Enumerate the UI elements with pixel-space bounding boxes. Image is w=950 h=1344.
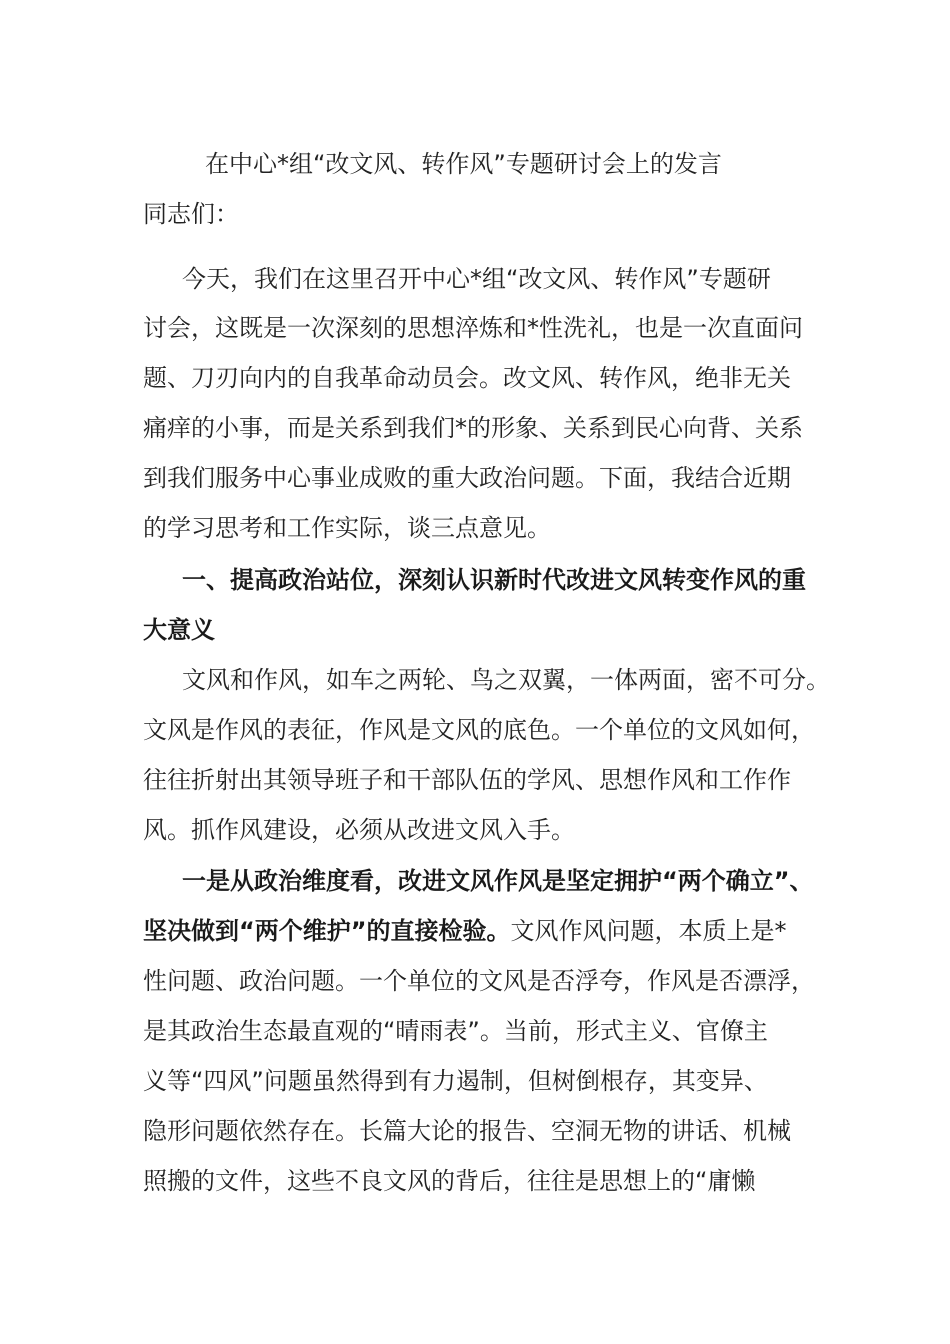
- paragraph-line: 照搬的文件，这些不良文风的背后，往往是思想上的“庸懒: [143, 1167, 756, 1195]
- paragraph-line-mixed: [143, 914, 823, 948]
- paragraph-text: 文风作风问题，本质上是*: [510, 917, 787, 945]
- paragraph-line: 痛痒的小事，而是关系到我们*的形象、关系到民心向背、关系: [143, 414, 803, 442]
- paragraph-line: 性问题、政治问题。一个单位的文风是否浮夸，作风是否漂浮，: [143, 967, 815, 995]
- paragraph-line: 往往折射出其领导班子和干部队伍的学风、思想作风和工作作: [143, 766, 791, 794]
- document-title: 在中心*组“改文风、转作风”专题研讨会上的发言: [205, 150, 722, 178]
- paragraph-line: 义等“四风”问题虽然得到有力遏制，但树倒根存，其变异、: [143, 1067, 768, 1095]
- paragraph-line: 的学习思考和工作实际，谈三点意见。: [143, 514, 551, 542]
- salutation: 同志们：: [143, 200, 239, 228]
- paragraph-line: 文风和作风，如车之两轮、鸟之双翼，一体两面，密不可分。: [182, 666, 830, 694]
- section-heading: 大意义: [143, 616, 215, 644]
- paragraph-lead-bold: 坚决做到“两个维护”的直接检验。: [143, 917, 511, 945]
- paragraph-line: 题、刀刃向内的自我革命动员会。改文风、转作风，绝非无关: [143, 364, 791, 392]
- paragraph-line: 隐形问题依然存在。长篇大论的报告、空洞无物的讲话、机械: [143, 1117, 791, 1145]
- paragraph-line: 讨会，这既是一次深刻的思想淬炼和*性洗礼，也是一次直面问: [143, 314, 803, 342]
- paragraph-line: 文风是作风的表征，作风是文风的底色。一个单位的文风如何，: [143, 716, 815, 744]
- paragraph-line: 今天，我们在这里召开中心*组“改文风、转作风”专题研: [182, 265, 771, 293]
- paragraph-line: 是其政治生态最直观的“晴雨表”。当前，形式主义、官僚主: [143, 1017, 768, 1045]
- paragraph-lead-bold: 一是从政治维度看，改进文风作风是坚定拥护“两个确立”、: [182, 867, 814, 895]
- section-heading: 一、提高政治站位，深刻认识新时代改进文风转变作风的重: [182, 566, 806, 594]
- paragraph-line: 风。抓作风建设，必须从改进文风入手。: [143, 816, 575, 844]
- paragraph-line: 到我们服务中心事业成败的重大政治问题。下面，我结合近期: [143, 464, 791, 492]
